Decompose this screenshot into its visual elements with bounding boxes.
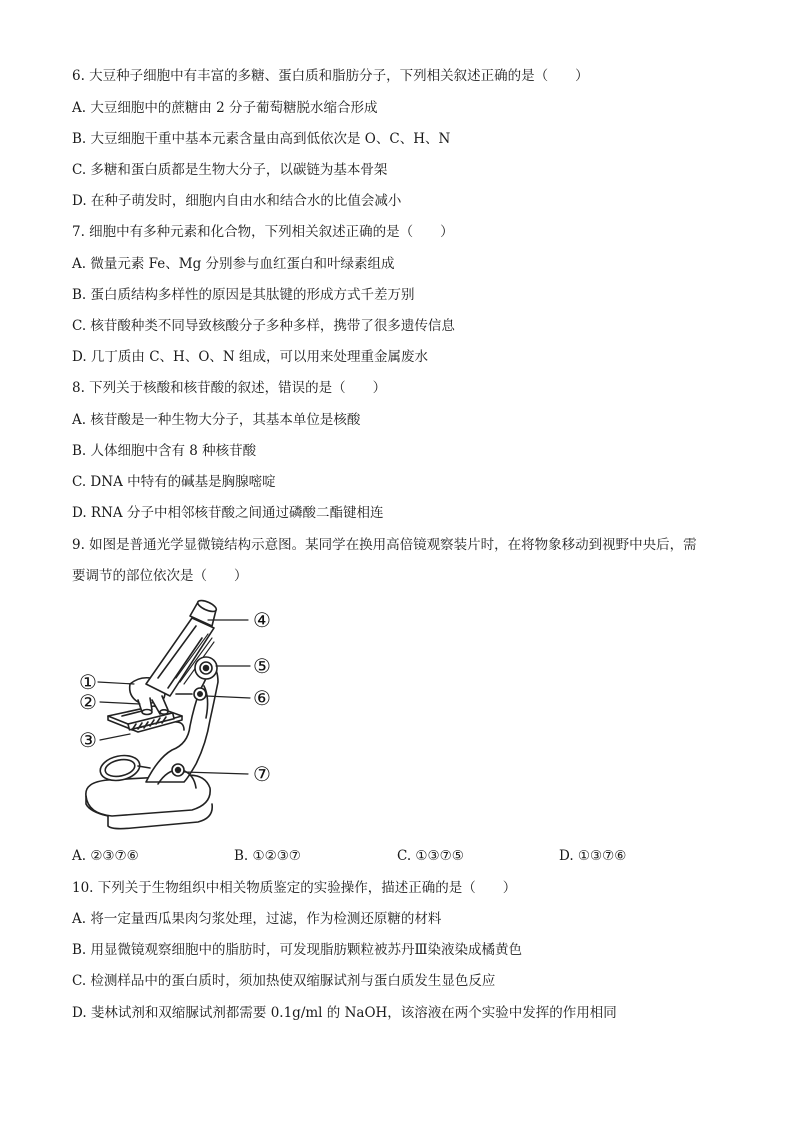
question-8-option-b: B. 人体细胞中含有 8 种核苷酸 — [72, 443, 257, 459]
leader-line-7 — [184, 772, 248, 774]
question-7-option-b: B. 蛋白质结构多样性的原因是其肽键的形成方式千差万别 — [72, 287, 415, 303]
leader-line-2 — [100, 702, 140, 704]
question-9-stem-line-1: 9. 如图是普通光学显微镜结构示意图。某同学在换用高倍镜观察装片时，在将物象移动到视野中央后，需 — [72, 537, 697, 553]
figure-label-6: ⑥ — [253, 686, 271, 710]
question-8-stem: 8. 下列关于核酸和核苷酸的叙述，错误的是（ ） — [72, 380, 387, 396]
question-10-option-d: D. 斐林试剂和双缩脲试剂都需要 0.1g/ml 的 NaOH，该溶液在两个实验中发挥的作用相同 — [72, 1005, 617, 1021]
question-6-stem: 6. 大豆种子细胞中有丰富的多糖、蛋白质和脂肪分子，下列相关叙述正确的是（ ） — [72, 68, 589, 84]
question-10-stem: 10. 下列关于生物组织中相关物质鉴定的实验操作，描述正确的是（ ） — [72, 880, 517, 896]
figure-label-2: ② — [79, 690, 97, 714]
figure-label-3: ③ — [79, 728, 97, 752]
figure-label-7: ⑦ — [253, 762, 271, 786]
question-10-option-a: A. 将一定量西瓜果肉匀浆处理，过滤，作为检测还原糖的材料 — [72, 911, 442, 927]
microscope-diagram — [72, 598, 282, 830]
figure-label-1: ① — [79, 670, 97, 694]
question-7-option-c: C. 核苷酸种类不同导致核酸分子多种多样，携带了很多遗传信息 — [72, 318, 455, 334]
question-9-option-b: B. ①②③⑦ — [234, 848, 301, 864]
question-6-option-d: D. 在种子萌发时，细胞内自由水和结合水的比值会减小 — [72, 193, 402, 209]
question-10-option-b: B. 用显微镜观察细胞中的脂肪时，可发现脂肪颗粒被苏丹Ⅲ染液染成橘黄色 — [72, 942, 523, 958]
question-9-option-a: A. ②③⑦⑥ — [72, 848, 139, 864]
question-9-stem-line-2: 要调节的部位依次是（ ） — [72, 568, 248, 584]
question-8-option-a: A. 核苷酸是一种生物大分子，其基本单位是核酸 — [72, 412, 361, 428]
figure-label-4: ④ — [253, 608, 271, 632]
question-9-option-c: C. ①③⑦⑤ — [397, 848, 464, 864]
question-6-option-a: A. 大豆细胞中的蔗糖由 2 分子葡萄糖脱水缩合形成 — [72, 100, 378, 116]
question-7-stem: 7. 细胞中有多种元素和化合物，下列相关叙述正确的是（ ） — [72, 224, 454, 240]
question-6-option-c: C. 多糖和蛋白质都是生物大分子，以碳链为基本骨架 — [72, 162, 388, 178]
question-10-option-c: C. 检测样品中的蛋白质时，须加热使双缩脲试剂与蛋白质发生显色反应 — [72, 973, 496, 989]
question-8-option-d: D. RNA 分子中相邻核苷酸之间通过磷酸二酯键相连 — [72, 505, 384, 521]
question-6-option-b: B. 大豆细胞干重中基本元素含量由高到低依次是 O、C、H、N — [72, 131, 451, 147]
question-8-option-c: C. DNA 中特有的碱基是胸腺嘧啶 — [72, 474, 276, 490]
question-9-option-d: D. ①③⑦⑥ — [559, 848, 627, 864]
leader-line-3 — [100, 734, 130, 740]
question-7-option-a: A. 微量元素 Fe、Mg 分别参与血红蛋白和叶绿素组成 — [72, 256, 395, 272]
question-7-option-d: D. 几丁质由 C、H、O、N 组成，可以用来处理重金属废水 — [72, 349, 428, 365]
leader-line-1 — [98, 682, 134, 684]
figure-label-5: ⑤ — [253, 654, 271, 678]
